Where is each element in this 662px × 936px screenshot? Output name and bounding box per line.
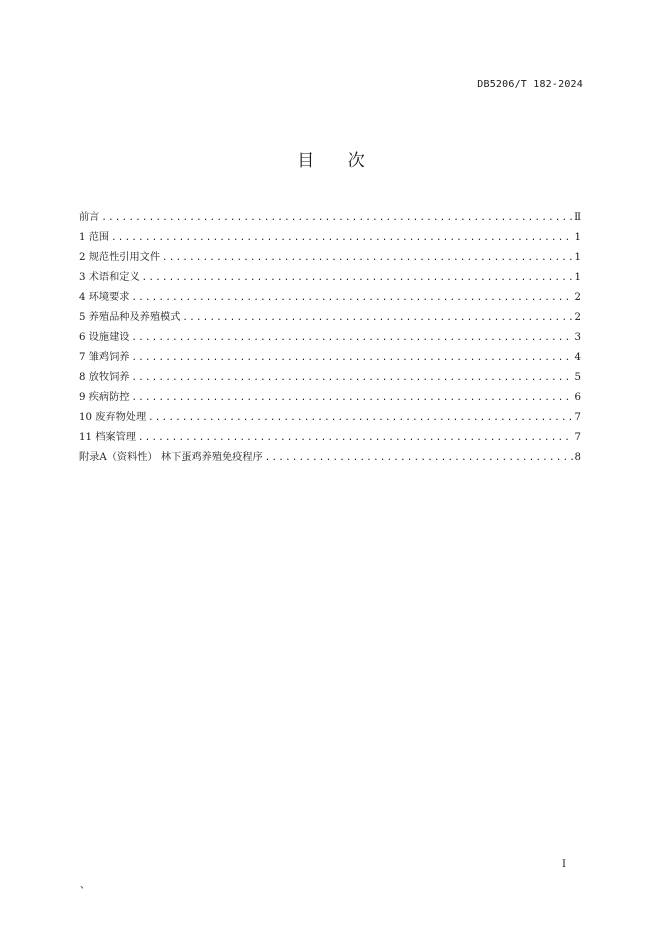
toc-leader-dots [131, 368, 572, 388]
toc-entry-records[interactable] [79, 428, 581, 448]
toc-entry-page: 7 [574, 412, 581, 423]
toc-entry-label: 2 规范性引用文件 [79, 252, 161, 263]
toc-leader-dots [131, 328, 572, 348]
toc-entry-chick-rearing[interactable] [79, 348, 581, 368]
toc-entry-label: 4 环境要求 [79, 292, 130, 303]
toc-entry-label: 11 档案管理 [79, 432, 136, 443]
toc-entry-page: 8 [574, 452, 581, 463]
table-of-contents [79, 208, 581, 468]
toc-leader-dots [131, 288, 572, 308]
toc-entry-facilities[interactable] [79, 328, 581, 348]
toc-entry-appendix-a[interactable] [79, 448, 581, 468]
toc-entry-label: 前言 [79, 212, 100, 223]
toc-entry-environment[interactable] [79, 288, 581, 308]
toc-entry-foreword[interactable] [79, 208, 581, 228]
toc-leader-dots [111, 228, 572, 248]
toc-leader-dots [101, 208, 572, 228]
toc-entry-page: 1 [574, 232, 581, 243]
toc-entry-label: 1 范围 [79, 232, 110, 243]
toc-entry-label: 3 术语和定义 [79, 272, 140, 283]
toc-entry-page: 2 [574, 312, 581, 323]
toc-leader-dots [182, 308, 572, 328]
toc-entry-page: 1 [574, 272, 581, 283]
toc-entry-label: 8 放牧饲养 [79, 372, 130, 383]
standard-code: DB5206/T 182-2024 [477, 79, 583, 90]
toc-entry-page: 6 [574, 392, 581, 403]
toc-entry-page: 2 [574, 292, 581, 303]
toc-entry-label: 6 设施建设 [79, 332, 130, 343]
toc-leader-dots [131, 388, 572, 408]
toc-entry-terms-definitions[interactable] [79, 268, 581, 288]
toc-entry-label: 9 疾病防控 [79, 392, 130, 403]
toc-entry-label: 5 养殖品种及养殖模式 [79, 312, 181, 323]
toc-entry-label: 7 雏鸡饲养 [79, 352, 130, 363]
page-title: 目 次 [297, 151, 379, 171]
toc-entry-breeds-modes[interactable] [79, 308, 581, 328]
toc-entry-scope[interactable] [79, 228, 581, 248]
toc-entry-page: Ⅱ [574, 212, 581, 223]
toc-leader-dots [138, 428, 573, 448]
toc-entry-page: 1 [574, 252, 581, 263]
toc-leader-dots [148, 408, 572, 428]
toc-entry-label: 10 废弃物处理 [79, 412, 147, 423]
toc-entry-page: 3 [574, 332, 581, 343]
toc-entry-waste-treatment[interactable] [79, 408, 581, 428]
corner-mark: 、 [80, 880, 90, 891]
toc-entry-label: 附录A（资料性） 林下蛋鸡养殖免疫程序 [79, 452, 263, 463]
toc-leader-dots [142, 268, 573, 288]
toc-entry-page: 7 [574, 432, 581, 443]
toc-entry-free-range[interactable] [79, 368, 581, 388]
toc-leader-dots [131, 348, 572, 368]
toc-leader-dots [265, 448, 573, 468]
page-number: I [562, 859, 566, 870]
toc-entry-disease-control[interactable] [79, 388, 581, 408]
toc-entry-page: 5 [574, 372, 581, 383]
toc-leader-dots [162, 248, 572, 268]
toc-entry-normative-references[interactable] [79, 248, 581, 268]
toc-entry-page: 4 [574, 352, 581, 363]
